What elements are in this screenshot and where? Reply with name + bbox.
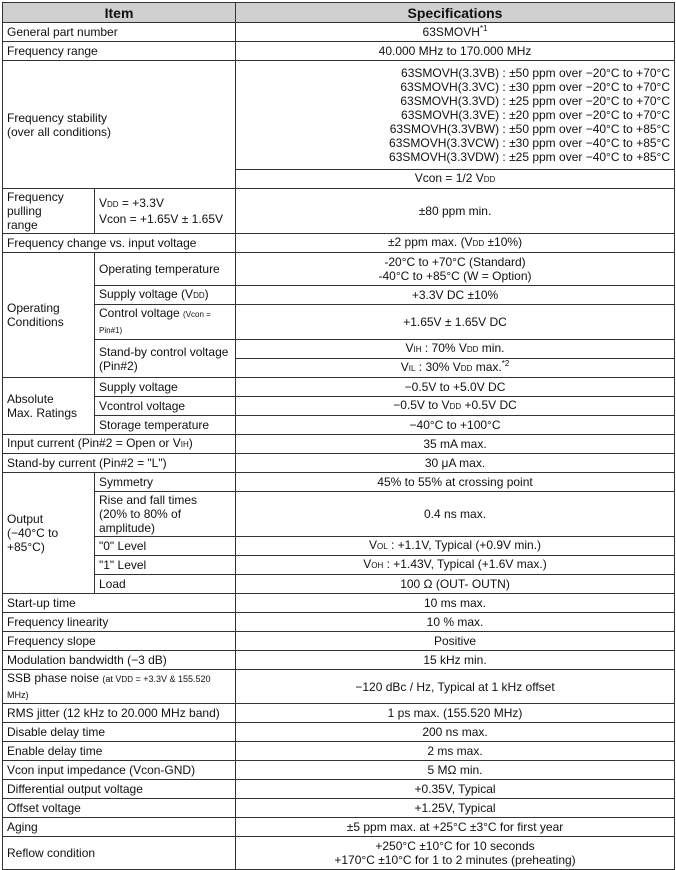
row-label: Operating temperature — [95, 253, 236, 286]
row-value: 1 ps max. (155.520 MHz) — [236, 704, 675, 723]
table-row — [3, 492, 675, 537]
row-value: +0.35V, Typical — [236, 780, 675, 799]
row-value: VIL : 30% VDD max.$^{*2}$ — [236, 359, 675, 378]
row-label: "0" Level — [95, 537, 236, 556]
row-label: Modulation bandwidth (−3 dB) — [3, 651, 236, 670]
row-value: 200 ns max. — [236, 723, 675, 742]
table-row — [3, 575, 675, 594]
row-label: Control voltage (Vcon = Pin#1) — [95, 305, 236, 340]
table-row — [3, 473, 675, 492]
table-row — [3, 837, 675, 870]
row-value: −0.5V to +5.0V DC — [236, 378, 675, 397]
table-row — [3, 632, 675, 651]
row-value: 15 kHz min. — [236, 651, 675, 670]
stability-list — [236, 61, 675, 170]
row-label: Offset voltage — [3, 799, 236, 818]
row-label: Frequency linearity — [3, 613, 236, 632]
row-label: Aging — [3, 818, 236, 837]
row-value: VOL : +1.1V, Typical (+0.9V min.) — [236, 537, 675, 556]
row-value: 45% to 55% at crossing point — [236, 473, 675, 492]
table-row — [3, 818, 675, 837]
row-value: +1.25V, Typical — [236, 799, 675, 818]
row-label: Frequency pulling range — [3, 189, 95, 234]
table-row — [3, 435, 675, 454]
table-row — [3, 340, 675, 359]
row-value: VIH : 70% VDD min. — [236, 340, 675, 359]
row-label: Symmetry — [95, 473, 236, 492]
list-item: 63SMOVH(3.3VC) : ±30 ppm over −20°C to +70°C — [400, 80, 671, 94]
row-label: Load — [95, 575, 236, 594]
table-row — [3, 761, 675, 780]
row-label: SSB phase noise (at VDD = +3.3V & 155.520 MHz) — [3, 670, 236, 704]
row-label: General part number — [3, 23, 236, 42]
table-row — [3, 613, 675, 632]
specifications-table — [2, 2, 675, 870]
table-header-row — [3, 3, 675, 23]
row-value: ±5 ppm max. at +25°C ±3°C for first year — [236, 818, 675, 837]
row-value: Positive — [236, 632, 675, 651]
list-item: 63SMOVH(3.3VDW) : ±25 ppm over −40°C to +85°C — [389, 150, 671, 164]
row-label: Frequency change vs. input voltage — [3, 234, 236, 253]
row-label: Stand-by current (Pin#2 = "L") — [3, 454, 236, 473]
row-label: "1" Level — [95, 556, 236, 575]
row-value: 0.4 ns max. — [236, 492, 675, 537]
row-label: Reflow condition — [3, 837, 236, 870]
group-label-operating: Operating Conditions — [3, 253, 95, 378]
row-value: −0.5V to VDD +0.5V DC — [236, 397, 675, 416]
table-row — [3, 286, 675, 305]
row-value: 63SMOVH$^{*1}$ — [236, 23, 675, 42]
row-label: Supply voltage (VDD) — [95, 286, 236, 305]
row-value: ±2 ppm max. (VDD ±10%) — [236, 234, 675, 253]
table-row — [3, 651, 675, 670]
table-row — [3, 397, 675, 416]
table-row — [3, 723, 675, 742]
table-row — [3, 704, 675, 723]
row-value: -20°C to +70°C (Standard) -40°C to +85°C (W = Option) — [236, 253, 675, 286]
row-label: Vcontrol voltage — [95, 397, 236, 416]
header-specifications: Specifications — [236, 3, 675, 23]
row-value: 30 μA max. — [236, 454, 675, 473]
table-row — [3, 780, 675, 799]
row-value: +1.65V ± 1.65V DC — [236, 305, 675, 340]
list-item: 63SMOVH(3.3VE) : ±20 ppm over −20°C to +70°C — [401, 108, 671, 122]
row-label: Rise and fall times (20% to 80% of amplitude) — [95, 492, 236, 537]
footnote-mark: *2 — [501, 359, 510, 368]
table-row — [3, 454, 675, 473]
header-item: Item — [3, 3, 236, 23]
row-value: −120 dBc / Hz, Typical at 1 kHz offset — [236, 670, 675, 704]
row-label: Supply voltage — [95, 378, 236, 397]
table-row — [3, 23, 675, 42]
row-label: Input current (Pin#2 = Open or VIH) — [3, 435, 236, 454]
row-value: +250°C ±10°C for 10 seconds +170°C ±10°C for 1 to 2 minutes (preheating) — [236, 837, 675, 870]
table-row — [3, 378, 675, 397]
row-label: Stand-by control voltage (Pin#2) — [95, 340, 236, 378]
table-row — [3, 305, 675, 340]
footnote-mark: *1 — [479, 24, 488, 33]
list-item: 63SMOVH(3.3VB) : ±50 ppm over −20°C to +70°C — [401, 66, 671, 80]
row-value: 5 MΩ min. — [236, 761, 675, 780]
table-row — [3, 61, 675, 170]
row-value: +3.3V DC ±10% — [236, 286, 675, 305]
table-row — [3, 594, 675, 613]
table-row — [3, 189, 675, 234]
row-value: Vcon = 1/2 VDD — [236, 170, 675, 189]
row-label: Differential output voltage — [3, 780, 236, 799]
row-label: Storage temperature — [95, 416, 236, 435]
row-label: Vcon input impedance (Vcon-GND) — [3, 761, 236, 780]
row-label: Frequency range — [3, 42, 236, 61]
table-row — [3, 253, 675, 286]
row-value: 10 ms max. — [236, 594, 675, 613]
row-value: 100 Ω (OUT- OUTN) — [236, 575, 675, 594]
table-row — [3, 42, 675, 61]
row-label: Enable delay time — [3, 742, 236, 761]
table-row — [3, 556, 675, 575]
table-row — [3, 416, 675, 435]
row-condition: VDD = +3.3V Vcon = +1.65V ± 1.65V — [95, 189, 236, 234]
group-label-output: Output (−40°C to +85°C) — [3, 473, 95, 594]
row-value: 35 mA max. — [236, 435, 675, 454]
row-label: Start-up time — [3, 594, 236, 613]
table-row — [3, 537, 675, 556]
row-value: 2 ms max. — [236, 742, 675, 761]
table-row — [3, 234, 675, 253]
row-label: RMS jitter (12 kHz to 20.000 MHz band) — [3, 704, 236, 723]
row-label: Frequency stability (over all conditions) — [3, 61, 236, 189]
row-value: 10 % max. — [236, 613, 675, 632]
row-value: −40°C to +100°C — [236, 416, 675, 435]
row-value: VOH : +1.43V, Typical (+1.6V max.) — [236, 556, 675, 575]
list-item: 63SMOVH(3.3VD) : ±25 ppm over −20°C to +70°C — [400, 94, 671, 108]
list-item: 63SMOVH(3.3VCW) : ±30 ppm over −40°C to +85°C — [389, 136, 671, 150]
row-label: Frequency slope — [3, 632, 236, 651]
row-label: Disable delay time — [3, 723, 236, 742]
group-label-absolute: Absolute Max. Ratings — [3, 378, 95, 435]
row-value: 40.000 MHz to 170.000 MHz — [236, 42, 675, 61]
table-row — [3, 742, 675, 761]
row-value: ±80 ppm min. — [236, 189, 675, 234]
list-item: 63SMOVH(3.3VBW) : ±50 ppm over −40°C to +85°C — [389, 122, 671, 136]
table-row — [3, 670, 675, 704]
